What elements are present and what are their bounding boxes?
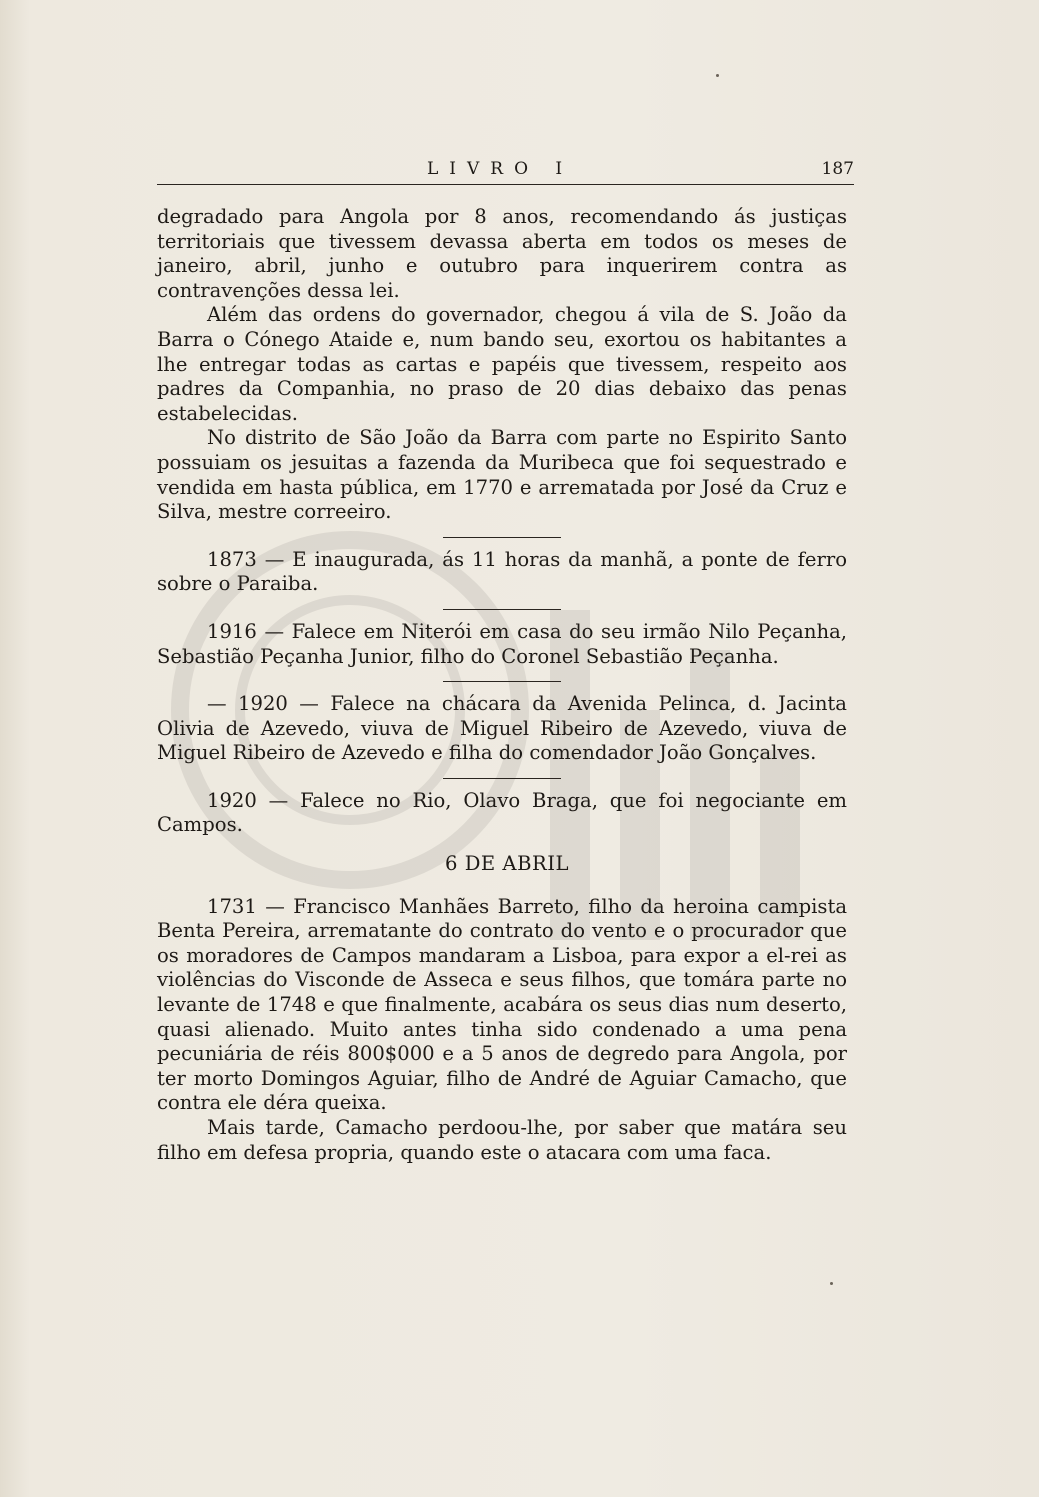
page-body xyxy=(157,205,847,1165)
paragraph: degradado para Angola por 8 anos, recomendando ás justiças territoriais que tivessem devassa aberta em todos os meses de janeiro, abril, junho e outubro para inquerirem contra as contravenções dessa lei. xyxy=(157,205,847,302)
separator-rule xyxy=(443,537,561,538)
entry-1731: 1731 — Francisco Manhães Barreto, filho da heroina campista Benta Pereira, arrematante do contrato do vento e o procurador que os moradores de Campos mandaram a Lisboa, para expor a el-rei as violências do Visconde de Asseca e seus filhos, que tomára parte no levante de 1748 e que finalmente, acabára os seus dias num deserto, quasi alienado. Muito antes tinha sido condenado a uma pena pecuniária de réis 800$000 e a 5 anos de degredo para Angola, por ter morto Domingos Aguiar, filho de André de Aguiar Camacho, que contra ele déra queixa. xyxy=(157,894,847,1115)
entry-1920-rio: 1920 — Falece no Rio, Olavo Braga, que foi negociante em Campos. xyxy=(157,788,847,837)
separator-rule xyxy=(443,778,561,779)
section-title: 6 DE ABRIL xyxy=(445,852,569,876)
separator-rule xyxy=(443,681,561,682)
paper-speck xyxy=(830,1282,833,1285)
paragraph: Além das ordens do governador, chegou á vila de S. João da Barra o Cónego Ataide e, num bando seu, exortou os habitantes a lhe entregar todas as cartas e papéis que tivessem, respeito aos padres da Companhia, no praso de 20 dias debaixo das penas estabelecidas. xyxy=(157,303,847,425)
entry-1920-chacara: — 1920 — Falece na chácara da Avenida Pelinca, d. Jacinta Olivia de Azevedo, viuva de Miguel Ribeiro de Azevedo, viuva de Miguel Ribeiro de Azevedo e filha do comendador João Gonçalves. xyxy=(157,692,847,765)
running-head: LIVRO I xyxy=(427,159,574,179)
entry-1873: 1873 — E inaugurada, ás 11 horas da manhã, a ponte de ferro sobre o Paraiba. xyxy=(157,547,847,596)
separator-rule xyxy=(443,609,561,610)
page-header xyxy=(157,158,854,185)
entry-1916: 1916 — Falece em Niterói em casa do seu irmão Nilo Peçanha, Sebastião Peçanha Junior, filho do Coronel Sebastião Peçanha. xyxy=(157,619,847,668)
page-number: 187 xyxy=(821,159,854,179)
paragraph: No distrito de São João da Barra com parte no Espirito Santo possuiam os jesuitas a fazenda da Muribeca que foi sequestrado e vendida em hasta pública, em 1770 e arrematada por José da Cruz e Silva, mestre correeiro. xyxy=(157,426,847,524)
paper-speck xyxy=(716,74,719,77)
paragraph: Mais tarde, Camacho perdoou-lhe, por saber que matára seu filho em defesa propria, quando este o atacara com uma faca. xyxy=(157,1116,847,1164)
